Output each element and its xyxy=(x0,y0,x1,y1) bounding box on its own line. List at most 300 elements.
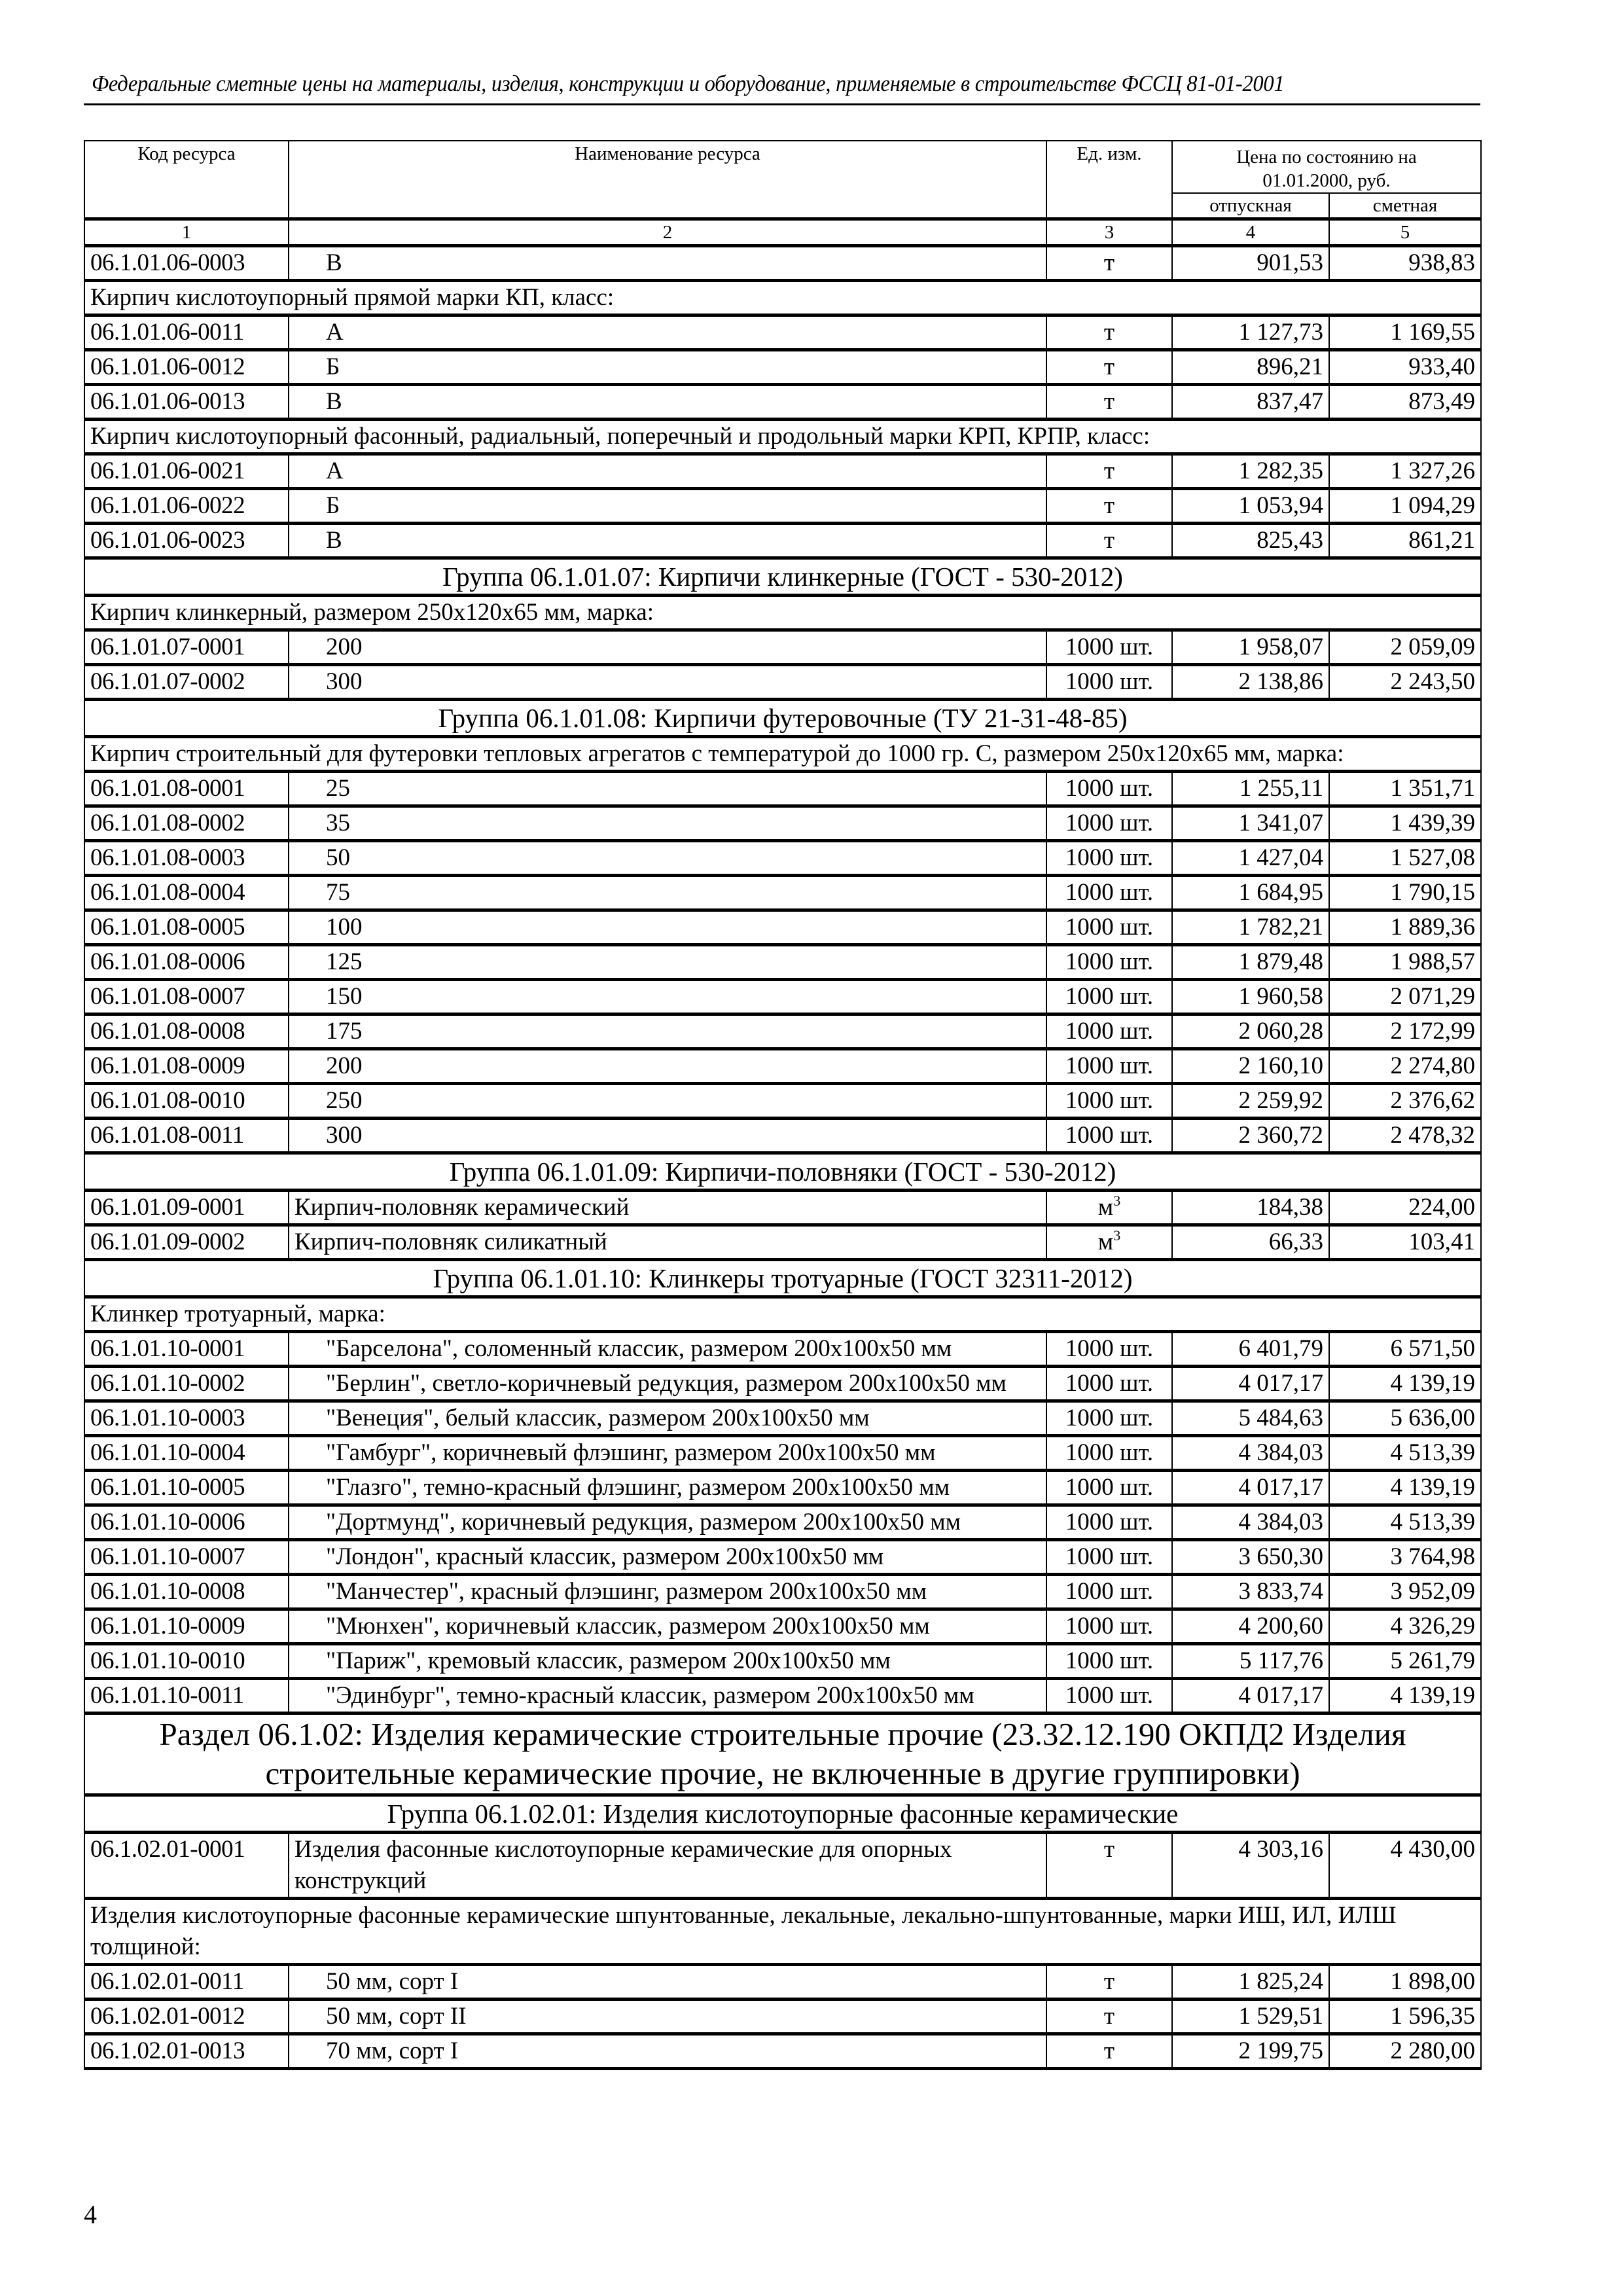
resource-name: 125 xyxy=(289,945,1046,980)
unit xyxy=(1046,1965,1172,2000)
unit xyxy=(1046,1367,1172,1401)
resource-name: 100 xyxy=(289,910,1046,945)
price-estimate: 224,00 xyxy=(1329,1191,1481,1225)
table-row xyxy=(84,385,1481,420)
unit xyxy=(1046,1644,1172,1679)
price-estimate: 4 513,39 xyxy=(1329,1436,1481,1471)
subheading: Кирпич строительный для футеровки тепловых агрегатов с температурой до 1000 гр. С, размером 250х120х65 мм, марка: xyxy=(84,737,1481,772)
unit-text: т xyxy=(1103,353,1115,380)
table-header xyxy=(84,141,1481,246)
table-row xyxy=(84,1119,1481,1153)
table-row xyxy=(84,772,1481,806)
resource-name: Кирпич-половняк керамический xyxy=(289,1191,1046,1225)
unit xyxy=(1046,1332,1172,1367)
price-estimate: 1 596,35 xyxy=(1329,2000,1481,2034)
unit xyxy=(1046,665,1172,700)
unit xyxy=(1046,1225,1172,1260)
resource-code: 06.1.02.01-0011 xyxy=(84,1965,289,2000)
price-release: 896,21 xyxy=(1172,350,1329,385)
table-row xyxy=(84,1575,1481,1609)
unit-text: 1000 шт. xyxy=(1065,1439,1154,1466)
price-estimate: 1 351,71 xyxy=(1329,772,1481,806)
unit-text: м xyxy=(1097,1194,1114,1221)
resource-code: 06.1.01.10-0001 xyxy=(84,1332,289,1367)
price-release: 1 127,73 xyxy=(1172,315,1329,350)
colnum-1: 1 xyxy=(84,219,289,246)
price-estimate: 2 243,50 xyxy=(1329,665,1481,700)
unit-text: 1000 шт. xyxy=(1065,1543,1154,1570)
table-row xyxy=(84,524,1481,558)
resource-code: 06.1.01.08-0005 xyxy=(84,910,289,945)
price-release: 3 650,30 xyxy=(1172,1540,1329,1575)
price-estimate: 2 280,00 xyxy=(1329,2034,1481,2069)
group-row xyxy=(84,700,1481,737)
unit-text: т xyxy=(1103,2037,1115,2064)
colnum-2: 2 xyxy=(289,219,1046,246)
subheading: Клинкер тротуарный, марка: xyxy=(84,1297,1481,1332)
table-row xyxy=(84,246,1481,281)
resource-name: 175 xyxy=(289,1014,1046,1049)
unit xyxy=(1046,1191,1172,1225)
unit-text: т xyxy=(1103,1968,1115,1995)
resource-code: 06.1.02.01-0012 xyxy=(84,2000,289,2034)
table-row xyxy=(84,665,1481,700)
table-row xyxy=(84,1225,1481,1260)
table-row xyxy=(84,630,1481,665)
resource-code: 06.1.01.10-0002 xyxy=(84,1367,289,1401)
header-name: Наименование ресурса xyxy=(289,141,1046,219)
table-row xyxy=(84,910,1481,945)
unit-text: 1000 шт. xyxy=(1065,983,1154,1010)
unit xyxy=(1046,945,1172,980)
table-row xyxy=(84,1965,1481,2000)
table-row xyxy=(84,1401,1481,1436)
unit xyxy=(1046,806,1172,841)
price-estimate: 873,49 xyxy=(1329,385,1481,420)
resource-name: "Барселона", соломенный классик, размером 200х100х50 мм xyxy=(289,1332,1046,1367)
unit-text: 1000 шт. xyxy=(1065,1405,1154,1431)
unit-text: 1000 шт. xyxy=(1065,668,1154,695)
price-release: 825,43 xyxy=(1172,524,1329,558)
price-release: 4 200,60 xyxy=(1172,1609,1329,1644)
resource-name: "Париж", кремовый классик, размером 200х100х50 мм xyxy=(289,1644,1046,1679)
table-row xyxy=(84,1833,1481,1899)
unit xyxy=(1046,1505,1172,1540)
price-release: 1 341,07 xyxy=(1172,806,1329,841)
unit xyxy=(1046,1401,1172,1436)
table-row xyxy=(84,876,1481,910)
price-estimate: 1 889,36 xyxy=(1329,910,1481,945)
subheading-row xyxy=(84,737,1481,772)
unit-text: т xyxy=(1103,319,1115,346)
resource-name: 50 xyxy=(289,841,1046,876)
table-row xyxy=(84,945,1481,980)
subheading: Кирпич кислотоупорный фасонный, радиальный, поперечный и продольный марки КРП, КРПР, класс: xyxy=(84,420,1481,454)
subheading: Кирпич клинкерный, размером 250х120х65 мм, марка: xyxy=(84,596,1481,630)
price-estimate: 1 898,00 xyxy=(1329,1965,1481,2000)
resource-name: А xyxy=(289,454,1046,489)
resource-code: 06.1.01.08-0006 xyxy=(84,945,289,980)
table-row xyxy=(84,1505,1481,1540)
header-price-group: Цена по состоянию на 01.01.2000, руб. xyxy=(1172,141,1481,193)
price-estimate: 3 764,98 xyxy=(1329,1540,1481,1575)
table-row xyxy=(84,1436,1481,1471)
unit xyxy=(1046,1471,1172,1505)
price-estimate: 2 071,29 xyxy=(1329,980,1481,1014)
price-estimate: 4 326,29 xyxy=(1329,1609,1481,1644)
resource-code: 06.1.01.10-0007 xyxy=(84,1540,289,1575)
resource-code: 06.1.01.06-0021 xyxy=(84,454,289,489)
unit-text: 1000 шт. xyxy=(1065,1647,1154,1674)
price-release: 1 960,58 xyxy=(1172,980,1329,1014)
table-body xyxy=(84,246,1481,2069)
unit xyxy=(1046,315,1172,350)
price-release: 1 282,35 xyxy=(1172,454,1329,489)
price-estimate: 933,40 xyxy=(1329,350,1481,385)
resource-name: 300 xyxy=(289,1119,1046,1153)
price-release: 1 879,48 xyxy=(1172,945,1329,980)
resource-code: 06.1.01.08-0007 xyxy=(84,980,289,1014)
unit-text: 1000 шт. xyxy=(1065,1370,1154,1397)
price-release: 4 017,17 xyxy=(1172,1471,1329,1505)
resource-name: "Эдинбург", темно-красный классик, размером 200х100х50 мм xyxy=(289,1679,1046,1713)
unit-text: т xyxy=(1103,527,1115,554)
price-release: 66,33 xyxy=(1172,1225,1329,1260)
subheading-row xyxy=(84,1899,1481,1965)
price-estimate: 1 790,15 xyxy=(1329,876,1481,910)
price-table xyxy=(84,140,1482,2070)
unit-superscript: 3 xyxy=(1113,1227,1121,1244)
price-estimate: 103,41 xyxy=(1329,1225,1481,1260)
unit xyxy=(1046,1609,1172,1644)
resource-code: 06.1.01.06-0003 xyxy=(84,246,289,281)
unit xyxy=(1046,841,1172,876)
colnum-3: 3 xyxy=(1046,219,1172,246)
table-row xyxy=(84,806,1481,841)
price-estimate: 4 513,39 xyxy=(1329,1505,1481,1540)
table-row xyxy=(84,1332,1481,1367)
unit xyxy=(1046,910,1172,945)
resource-code: 06.1.01.06-0013 xyxy=(84,385,289,420)
resource-code: 06.1.01.08-0004 xyxy=(84,876,289,910)
group-row xyxy=(84,1260,1481,1297)
unit xyxy=(1046,2000,1172,2034)
section-title: Раздел 06.1.02: Изделия керамические строительные прочие (23.32.12.190 ОКПД2 Изделия строительные керамические прочие, не включенные в другие группировки) xyxy=(84,1713,1481,1795)
resource-name: "Лондон", красный классик, размером 200х100х50 мм xyxy=(289,1540,1046,1575)
price-estimate: 1 094,29 xyxy=(1329,489,1481,524)
price-estimate: 4 139,19 xyxy=(1329,1679,1481,1713)
table-row xyxy=(84,1049,1481,1084)
table-row xyxy=(84,1014,1481,1049)
unit xyxy=(1046,454,1172,489)
resource-code: 06.1.01.06-0012 xyxy=(84,350,289,385)
unit-text: 1000 шт. xyxy=(1065,1578,1154,1605)
unit-text: т xyxy=(1103,1836,1115,1863)
unit-text: 1000 шт. xyxy=(1065,879,1154,906)
table-row xyxy=(84,350,1481,385)
price-release: 6 401,79 xyxy=(1172,1332,1329,1367)
group-title: Группа 06.1.02.01: Изделия кислотоупорные фасонные керамические xyxy=(84,1795,1481,1833)
resource-code: 06.1.01.09-0002 xyxy=(84,1225,289,1260)
resource-name: 250 xyxy=(289,1084,1046,1119)
subheading-row xyxy=(84,420,1481,454)
unit xyxy=(1046,630,1172,665)
price-release: 1 529,51 xyxy=(1172,2000,1329,2034)
unit xyxy=(1046,772,1172,806)
header-unit: Ед. изм. xyxy=(1046,141,1172,219)
resource-name: 50 мм, сорт II xyxy=(289,2000,1046,2034)
subheading: Изделия кислотоупорные фасонные керамические шпунтованные, лекальные, лекально-шпунтованные, марки ИШ, ИЛ, ИЛШ толщиной: xyxy=(84,1899,1481,1965)
price-estimate: 2 059,09 xyxy=(1329,630,1481,665)
subheading: Кирпич кислотоупорный прямой марки КП, класс: xyxy=(84,281,1481,315)
price-release: 1 825,24 xyxy=(1172,1965,1329,2000)
price-release: 2 138,86 xyxy=(1172,665,1329,700)
group-title: Группа 06.1.01.09: Кирпичи-половняки (ГОСТ - 530-2012) xyxy=(84,1153,1481,1191)
resource-code: 06.1.01.10-0008 xyxy=(84,1575,289,1609)
price-estimate: 938,83 xyxy=(1329,246,1481,281)
page-number: 4 xyxy=(84,2200,97,2229)
unit xyxy=(1046,489,1172,524)
unit xyxy=(1046,1084,1172,1119)
table-row xyxy=(84,1471,1481,1505)
resource-name: "Дортмунд", коричневый редукция, размером 200х100х50 мм xyxy=(289,1505,1046,1540)
price-release: 1 684,95 xyxy=(1172,876,1329,910)
resource-code: 06.1.01.09-0001 xyxy=(84,1191,289,1225)
price-estimate: 2 172,99 xyxy=(1329,1014,1481,1049)
unit-text: м xyxy=(1097,1229,1114,1255)
price-release: 4 017,17 xyxy=(1172,1367,1329,1401)
unit-text: 1000 шт. xyxy=(1065,634,1154,660)
group-title: Группа 06.1.01.10: Клинкеры тротуарные (ГОСТ 32311-2012) xyxy=(84,1260,1481,1297)
group-row xyxy=(84,558,1481,596)
resource-name: 75 xyxy=(289,876,1046,910)
unit xyxy=(1046,385,1172,420)
table-row xyxy=(84,1191,1481,1225)
unit-text: 1000 шт. xyxy=(1065,1087,1154,1114)
colnum-4: 4 xyxy=(1172,219,1329,246)
unit-text: 1000 шт. xyxy=(1065,775,1154,802)
unit xyxy=(1046,1119,1172,1153)
subheading-row xyxy=(84,1297,1481,1332)
group-title: Группа 06.1.01.07: Кирпичи клинкерные (ГОСТ - 530-2012) xyxy=(84,558,1481,596)
price-estimate: 2 478,32 xyxy=(1329,1119,1481,1153)
resource-code: 06.1.01.10-0009 xyxy=(84,1609,289,1644)
unit-text: 1000 шт. xyxy=(1065,1018,1154,1045)
table-row xyxy=(84,1540,1481,1575)
resource-name: 200 xyxy=(289,1049,1046,1084)
resource-code: 06.1.01.06-0022 xyxy=(84,489,289,524)
price-estimate: 1 527,08 xyxy=(1329,841,1481,876)
resource-name: 300 xyxy=(289,665,1046,700)
subheading-row xyxy=(84,281,1481,315)
price-estimate: 2 274,80 xyxy=(1329,1049,1481,1084)
price-estimate: 3 952,09 xyxy=(1329,1575,1481,1609)
running-header: Федеральные сметные цены на материалы, изделия, конструкции и оборудование, применяемые в строительстве ФССЦ 81-01-2001 xyxy=(92,71,1285,96)
resource-name: 50 мм, сорт I xyxy=(289,1965,1046,2000)
header-price-release: отпускная xyxy=(1172,193,1329,219)
table-row xyxy=(84,1679,1481,1713)
unit-text: 1000 шт. xyxy=(1065,844,1154,871)
resource-code: 06.1.01.07-0002 xyxy=(84,665,289,700)
unit xyxy=(1046,350,1172,385)
price-estimate: 861,21 xyxy=(1329,524,1481,558)
table-row xyxy=(84,1367,1481,1401)
price-release: 1 427,04 xyxy=(1172,841,1329,876)
price-release: 2 199,75 xyxy=(1172,2034,1329,2069)
resource-name: "Берлин", светло-коричневый редукция, размером 200х100х50 мм xyxy=(289,1367,1046,1401)
resource-code: 06.1.01.10-0010 xyxy=(84,1644,289,1679)
price-estimate: 5 261,79 xyxy=(1329,1644,1481,1679)
price-release: 184,38 xyxy=(1172,1191,1329,1225)
price-release: 4 384,03 xyxy=(1172,1505,1329,1540)
resource-name: 200 xyxy=(289,630,1046,665)
table-row xyxy=(84,1609,1481,1644)
table-row xyxy=(84,2034,1481,2069)
price-estimate: 4 139,19 xyxy=(1329,1367,1481,1401)
resource-code: 06.1.01.10-0004 xyxy=(84,1436,289,1471)
unit-text: 1000 шт. xyxy=(1065,1335,1154,1362)
unit-text: т xyxy=(1103,388,1115,415)
resource-name: "Глазго", темно-красный флэшинг, размером 200х100х50 мм xyxy=(289,1471,1046,1505)
resource-code: 06.1.01.08-0010 xyxy=(84,1084,289,1119)
header-price-estimate: сметная xyxy=(1329,193,1481,219)
table-row xyxy=(84,1644,1481,1679)
unit-text: 1000 шт. xyxy=(1065,810,1154,836)
price-estimate: 1 439,39 xyxy=(1329,806,1481,841)
unit-text: т xyxy=(1103,492,1115,519)
resource-name: А xyxy=(289,315,1046,350)
table-row xyxy=(84,315,1481,350)
price-release: 5 484,63 xyxy=(1172,1401,1329,1436)
colnum-5: 5 xyxy=(1329,219,1481,246)
unit xyxy=(1046,1833,1172,1899)
resource-code: 06.1.01.08-0002 xyxy=(84,806,289,841)
table-row xyxy=(84,841,1481,876)
price-release: 2 259,92 xyxy=(1172,1084,1329,1119)
resource-name: В xyxy=(289,246,1046,281)
resource-code: 06.1.01.10-0011 xyxy=(84,1679,289,1713)
price-estimate: 4 430,00 xyxy=(1329,1833,1481,1899)
price-release: 4 017,17 xyxy=(1172,1679,1329,1713)
resource-name: 35 xyxy=(289,806,1046,841)
unit xyxy=(1046,1014,1172,1049)
price-release: 2 060,28 xyxy=(1172,1014,1329,1049)
resource-name: "Гамбург", коричневый флэшинг, размером 200х100х50 мм xyxy=(289,1436,1046,1471)
unit xyxy=(1046,1049,1172,1084)
price-release: 901,53 xyxy=(1172,246,1329,281)
table-row xyxy=(84,2000,1481,2034)
resource-code: 06.1.01.08-0001 xyxy=(84,772,289,806)
resource-name: Изделия фасонные кислотоупорные керамические для опорных конструкций xyxy=(289,1833,1046,1899)
unit xyxy=(1046,1575,1172,1609)
table-row xyxy=(84,1084,1481,1119)
price-estimate: 4 139,19 xyxy=(1329,1471,1481,1505)
section-row xyxy=(84,1713,1481,1795)
header-rule xyxy=(84,103,1480,105)
resource-code: 06.1.01.10-0006 xyxy=(84,1505,289,1540)
unit xyxy=(1046,980,1172,1014)
unit xyxy=(1046,1540,1172,1575)
table-row xyxy=(84,980,1481,1014)
resource-name: "Манчестер", красный флэшинг, размером 200х100х50 мм xyxy=(289,1575,1046,1609)
resource-name: Б xyxy=(289,350,1046,385)
resource-name: В xyxy=(289,385,1046,420)
resource-name: 70 мм, сорт I xyxy=(289,2034,1046,2069)
resource-code: 06.1.01.08-0003 xyxy=(84,841,289,876)
resource-code: 06.1.01.08-0009 xyxy=(84,1049,289,1084)
price-estimate: 2 376,62 xyxy=(1329,1084,1481,1119)
resource-code: 06.1.01.06-0023 xyxy=(84,524,289,558)
subheading-row xyxy=(84,596,1481,630)
column-numbers-row xyxy=(84,219,1481,246)
unit-text: т xyxy=(1103,457,1115,484)
header-code: Код ресурса xyxy=(84,141,289,219)
unit-text: 1000 шт. xyxy=(1065,1613,1154,1640)
resource-name: В xyxy=(289,524,1046,558)
unit-text: 1000 шт. xyxy=(1065,1509,1154,1535)
unit-text: т xyxy=(1103,249,1115,276)
price-estimate: 6 571,50 xyxy=(1329,1332,1481,1367)
unit-text: т xyxy=(1103,2003,1115,2030)
table-row xyxy=(84,489,1481,524)
unit-text: 1000 шт. xyxy=(1065,1682,1154,1709)
resource-code: 06.1.01.10-0003 xyxy=(84,1401,289,1436)
price-release: 1 958,07 xyxy=(1172,630,1329,665)
unit xyxy=(1046,246,1172,281)
resource-name: 25 xyxy=(289,772,1046,806)
resource-code: 06.1.01.08-0008 xyxy=(84,1014,289,1049)
resource-code: 06.1.01.08-0011 xyxy=(84,1119,289,1153)
resource-name: "Венеция", белый классик, размером 200х100х50 мм xyxy=(289,1401,1046,1436)
unit xyxy=(1046,1436,1172,1471)
resource-code: 06.1.01.06-0011 xyxy=(84,315,289,350)
unit xyxy=(1046,524,1172,558)
price-release: 1 255,11 xyxy=(1172,772,1329,806)
price-release: 3 833,74 xyxy=(1172,1575,1329,1609)
unit-superscript: 3 xyxy=(1113,1193,1121,1209)
unit xyxy=(1046,2034,1172,2069)
price-release: 2 160,10 xyxy=(1172,1049,1329,1084)
price-release: 837,47 xyxy=(1172,385,1329,420)
unit-text: 1000 шт. xyxy=(1065,1052,1154,1079)
resource-code: 06.1.02.01-0013 xyxy=(84,2034,289,2069)
unit-text: 1000 шт. xyxy=(1065,1122,1154,1149)
unit-text: 1000 шт. xyxy=(1065,1474,1154,1501)
resource-code: 06.1.01.10-0005 xyxy=(84,1471,289,1505)
table-row xyxy=(84,454,1481,489)
price-release: 4 303,16 xyxy=(1172,1833,1329,1899)
group-title: Группа 06.1.01.08: Кирпичи футеровочные (ТУ 21-31-48-85) xyxy=(84,700,1481,737)
price-estimate: 1 988,57 xyxy=(1329,945,1481,980)
unit-text: 1000 шт. xyxy=(1065,948,1154,975)
price-release: 1 053,94 xyxy=(1172,489,1329,524)
price-estimate: 1 169,55 xyxy=(1329,315,1481,350)
price-release: 2 360,72 xyxy=(1172,1119,1329,1153)
resource-name: 150 xyxy=(289,980,1046,1014)
resource-name: Б xyxy=(289,489,1046,524)
group-row xyxy=(84,1795,1481,1833)
group-row xyxy=(84,1153,1481,1191)
resource-code: 06.1.01.07-0001 xyxy=(84,630,289,665)
resource-name: "Мюнхен", коричневый классик, размером 200х100х50 мм xyxy=(289,1609,1046,1644)
unit xyxy=(1046,1679,1172,1713)
price-estimate: 5 636,00 xyxy=(1329,1401,1481,1436)
price-release: 4 384,03 xyxy=(1172,1436,1329,1471)
unit-text: 1000 шт. xyxy=(1065,914,1154,941)
unit xyxy=(1046,876,1172,910)
price-release: 5 117,76 xyxy=(1172,1644,1329,1679)
resource-name: Кирпич-половняк силикатный xyxy=(289,1225,1046,1260)
